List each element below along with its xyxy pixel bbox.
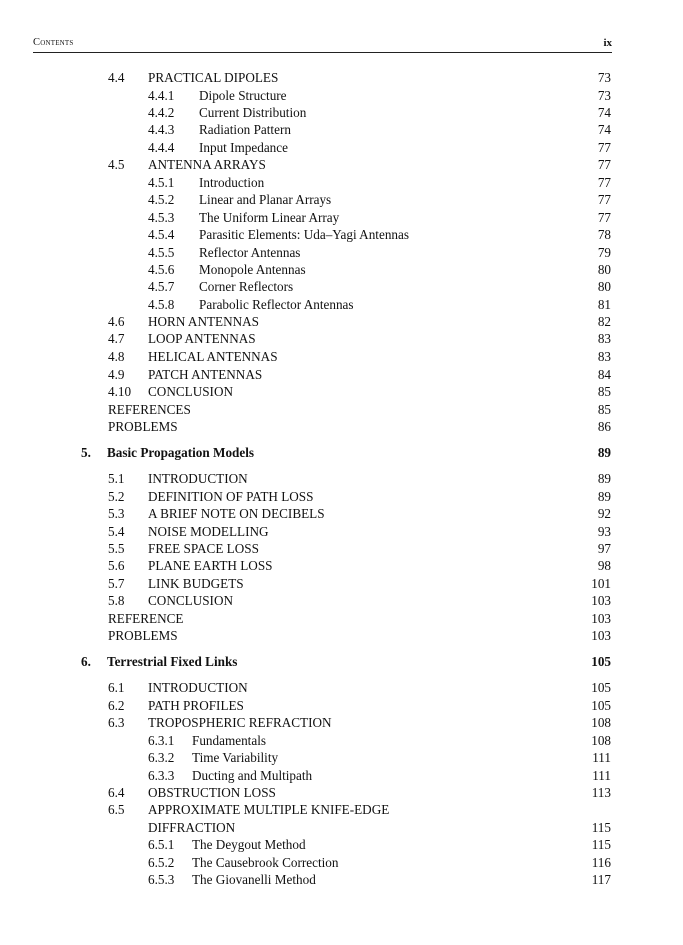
toc-entry	[0, 610, 683, 627]
toc-entry-title: Linear and Planar Arrays	[199, 192, 332, 207]
toc-entry-number: 5.6	[108, 558, 125, 573]
toc-entry-title: LOOP ANTENNAS	[148, 331, 256, 346]
toc-entry-number: 6.5.3	[148, 872, 175, 887]
toc-entry-page: 77	[597, 175, 611, 190]
toc-entry-page: 80	[597, 262, 611, 277]
toc-entry-number: 4.5.3	[148, 210, 175, 225]
toc-entry-number: 4.5	[108, 157, 125, 172]
toc-entry-title: OBSTRUCTION LOSS	[148, 785, 276, 800]
toc-entry-title: PATH PROFILES	[148, 698, 244, 713]
toc-entry-number: 4.5.8	[148, 297, 175, 312]
toc-entry-title: FREE SPACE LOSS	[148, 541, 259, 556]
toc-entry-page: 105	[591, 654, 611, 669]
toc-entry-page: 83	[597, 331, 611, 346]
toc-entry	[0, 801, 683, 818]
toc-entry-page: 85	[597, 402, 611, 417]
toc-entry	[0, 627, 683, 644]
toc-entry-page: 113	[591, 785, 611, 800]
toc-entry-title: NOISE MODELLING	[148, 524, 269, 539]
toc-entry-title: CONCLUSION	[148, 593, 233, 608]
toc-entry-page: 81	[597, 297, 611, 312]
toc-entry-title: Input Impedance	[199, 140, 288, 155]
toc-entry-page: 77	[597, 210, 611, 225]
toc-entry	[0, 121, 683, 138]
toc-entry	[0, 296, 683, 313]
toc-entry-page: 74	[597, 122, 611, 137]
toc-entry-page: 79	[597, 245, 611, 260]
toc-entry-page: 103	[591, 628, 611, 643]
toc-entry-title: The Uniform Linear Array	[199, 210, 340, 225]
toc-entry-number: 4.5.2	[148, 192, 175, 207]
toc-entry-number: 4.4.1	[148, 88, 175, 103]
toc-entry-page: 105	[591, 698, 611, 713]
toc-entry	[0, 261, 683, 278]
toc-entry-number: 6.3.2	[148, 750, 175, 765]
toc-entry	[0, 732, 683, 749]
toc-entry-page: 97	[597, 541, 611, 556]
toc-entry-page: 108	[591, 715, 611, 730]
toc-entry-page: 77	[597, 192, 611, 207]
toc-entry-page: 84	[597, 367, 611, 382]
toc-entry-page: 98	[597, 558, 611, 573]
toc-entry-number: 6.5.1	[148, 837, 175, 852]
toc-entry-title: Monopole Antennas	[199, 262, 306, 277]
toc-entry-number: 6.3	[108, 715, 125, 730]
toc-entry-page: 77	[597, 140, 611, 155]
toc-entry-title: Basic Propagation Models	[107, 445, 255, 460]
toc-entry-number: 6.	[81, 654, 91, 669]
toc-entry	[0, 679, 683, 696]
toc-entry-page: 92	[597, 506, 611, 521]
toc-entry	[0, 191, 683, 208]
toc-entry-number: 4.4	[108, 70, 125, 85]
toc-entry-title: PROBLEMS	[108, 628, 178, 643]
toc-entry	[0, 505, 683, 522]
toc-entry	[0, 69, 683, 86]
toc-entry-title: Introduction	[199, 175, 265, 190]
toc-entry-number: 4.10	[108, 384, 132, 399]
toc-entry-page: 108	[591, 733, 611, 748]
toc-entry-page: 115	[591, 837, 611, 852]
toc-entry-page: 117	[591, 872, 611, 887]
toc-entry	[0, 330, 683, 347]
toc-entry-page: 85	[597, 384, 611, 399]
toc-entry-page: 73	[597, 70, 611, 85]
toc-entry-number: 4.4.2	[148, 105, 175, 120]
toc-entry-title: Ducting and Multipath	[192, 768, 313, 783]
toc-chapter-entry	[0, 653, 683, 670]
toc-entry	[0, 470, 683, 487]
toc-entry-number: 4.9	[108, 367, 125, 382]
toc-entry	[0, 383, 683, 400]
toc-entry-page: 83	[597, 349, 611, 364]
toc-entry-number: 6.4	[108, 785, 125, 800]
toc-entry-title: Corner Reflectors	[199, 279, 294, 294]
toc-entry-title: The Deygout Method	[192, 837, 306, 852]
toc-entry-title: DEFINITION OF PATH LOSS	[148, 489, 314, 504]
toc-entry	[0, 557, 683, 574]
toc-entry-title: The Giovanelli Method	[192, 872, 316, 887]
toc-entry-number: 5.8	[108, 593, 125, 608]
toc-entry-page: 116	[591, 855, 611, 870]
toc-entry-number: 6.1	[108, 680, 125, 695]
toc-entry	[0, 575, 683, 592]
toc-entry-title: CONCLUSION	[148, 384, 233, 399]
toc-entry	[0, 366, 683, 383]
toc-entry-number: 6.2	[108, 698, 125, 713]
toc-entry-number: 5.4	[108, 524, 125, 539]
toc-entry-page: 103	[591, 593, 611, 608]
toc-entry-number: 4.5.5	[148, 245, 175, 260]
toc-entry-number: 4.8	[108, 349, 125, 364]
toc-entry-page: 82	[597, 314, 611, 329]
toc-entry-number: 4.6	[108, 314, 125, 329]
toc-entry	[0, 226, 683, 243]
toc-entry-page: 74	[597, 105, 611, 120]
toc-entry-page: 86	[597, 419, 611, 434]
toc-entry-title: Terrestrial Fixed Links	[107, 654, 238, 669]
toc-entry	[0, 871, 683, 888]
toc-entry	[0, 714, 683, 731]
toc-entry-number: 4.4.4	[148, 140, 175, 155]
toc-entry-number: 6.3.1	[148, 733, 175, 748]
toc-entry-title: ANTENNA ARRAYS	[148, 157, 266, 172]
toc-entry-title: Parasitic Elements: Uda–Yagi Antennas	[199, 227, 409, 242]
toc-entry	[0, 401, 683, 418]
toc-entry-title: APPROXIMATE MULTIPLE KNIFE-EDGE	[148, 802, 390, 817]
toc-entry	[0, 313, 683, 330]
toc-entry-title: REFERENCES	[108, 402, 191, 417]
toc-entry-title: PATCH ANTENNAS	[148, 367, 263, 382]
toc-entry-title: INTRODUCTION	[148, 471, 248, 486]
toc-entry-number: 6.5.2	[148, 855, 175, 870]
toc-entry-title: PRACTICAL DIPOLES	[148, 70, 279, 85]
toc-entry-title: A BRIEF NOTE ON DECIBELS	[148, 506, 325, 521]
toc-entry-page: 103	[591, 611, 611, 626]
toc-entry-page: 111	[592, 750, 611, 765]
toc-entry-number: 5.3	[108, 506, 125, 521]
toc-entry	[0, 836, 683, 853]
toc-entry-title: The Causebrook Correction	[192, 855, 339, 870]
toc-entry-title: LINK BUDGETS	[148, 576, 244, 591]
toc-entry-title: TROPOSPHERIC REFRACTION	[148, 715, 332, 730]
toc-entry-page: 105	[591, 680, 611, 695]
toc-entry-number: 5.7	[108, 576, 125, 591]
toc-entry-title: Radiation Pattern	[199, 122, 291, 137]
toc-chapter-entry	[0, 444, 683, 461]
toc-entry-number: 5.2	[108, 489, 125, 504]
toc-entry-title: Dipole Structure	[199, 88, 287, 103]
toc-entry-page: 77	[597, 157, 611, 172]
toc-entry-page: 73	[597, 88, 611, 103]
toc-entry-title: Fundamentals	[192, 733, 266, 748]
toc-entry	[0, 697, 683, 714]
toc-entry-number: 4.4.3	[148, 122, 175, 137]
toc-entry-number: 5.	[81, 445, 91, 460]
toc-entry-page: 89	[597, 471, 611, 486]
toc-entry-title: INTRODUCTION	[148, 680, 248, 695]
toc-entry-title: Parabolic Reflector Antennas	[199, 297, 354, 312]
toc-entry	[0, 278, 683, 295]
toc-entry-number: 4.7	[108, 331, 125, 346]
toc-entry	[0, 244, 683, 261]
toc-entry	[0, 767, 683, 784]
toc-entry	[0, 523, 683, 540]
toc-entry-title: HELICAL ANTENNAS	[148, 349, 278, 364]
toc-entry	[0, 174, 683, 191]
toc-entry-page: 89	[597, 445, 611, 460]
toc-entry	[0, 209, 683, 226]
toc-entry-number: 4.5.6	[148, 262, 175, 277]
toc-entry	[0, 749, 683, 766]
toc-entry-title: HORN ANTENNAS	[148, 314, 259, 329]
toc-entry-number: 5.5	[108, 541, 125, 556]
running-header-title: Contents	[33, 37, 74, 48]
toc-entry-page: 80	[597, 279, 611, 294]
toc-entry-number: 4.5.1	[148, 175, 175, 190]
toc-entry-title: PLANE EARTH LOSS	[148, 558, 273, 573]
toc-entry	[0, 104, 683, 121]
toc-entry-page: 93	[597, 524, 611, 539]
toc-entry	[0, 418, 683, 435]
toc-entry-title: Time Variability	[192, 750, 279, 765]
toc-entry	[0, 854, 683, 871]
toc-entry-title: REFERENCE	[108, 611, 184, 626]
toc-entry-number: 6.3.3	[148, 768, 175, 783]
toc-entry	[0, 348, 683, 365]
toc-entry	[0, 540, 683, 557]
toc-entry	[0, 784, 683, 801]
toc-entry-title: PROBLEMS	[108, 419, 178, 434]
toc-entry-page: 78	[597, 227, 611, 242]
toc-entry	[0, 156, 683, 173]
toc-entry-number: 4.5.4	[148, 227, 175, 242]
toc-entry-page: 89	[597, 489, 611, 504]
toc-entry-number: 6.5	[108, 802, 125, 817]
toc-entry-page: 111	[592, 768, 611, 783]
toc-entry	[0, 87, 683, 104]
toc-entry-title: Current Distribution	[199, 105, 307, 120]
toc-entry-page: 115	[591, 820, 611, 835]
toc-entry	[0, 592, 683, 609]
toc-entry	[0, 139, 683, 156]
toc-entry	[0, 819, 683, 836]
toc-entry-title: Reflector Antennas	[199, 245, 301, 260]
toc-entry-title: DIFFRACTION	[148, 820, 236, 835]
toc-entry	[0, 488, 683, 505]
toc-entry-number: 4.5.7	[148, 279, 175, 294]
toc-entry-page: 101	[591, 576, 611, 591]
page-number: ix	[603, 37, 612, 49]
toc-entry-number: 5.1	[108, 471, 125, 486]
